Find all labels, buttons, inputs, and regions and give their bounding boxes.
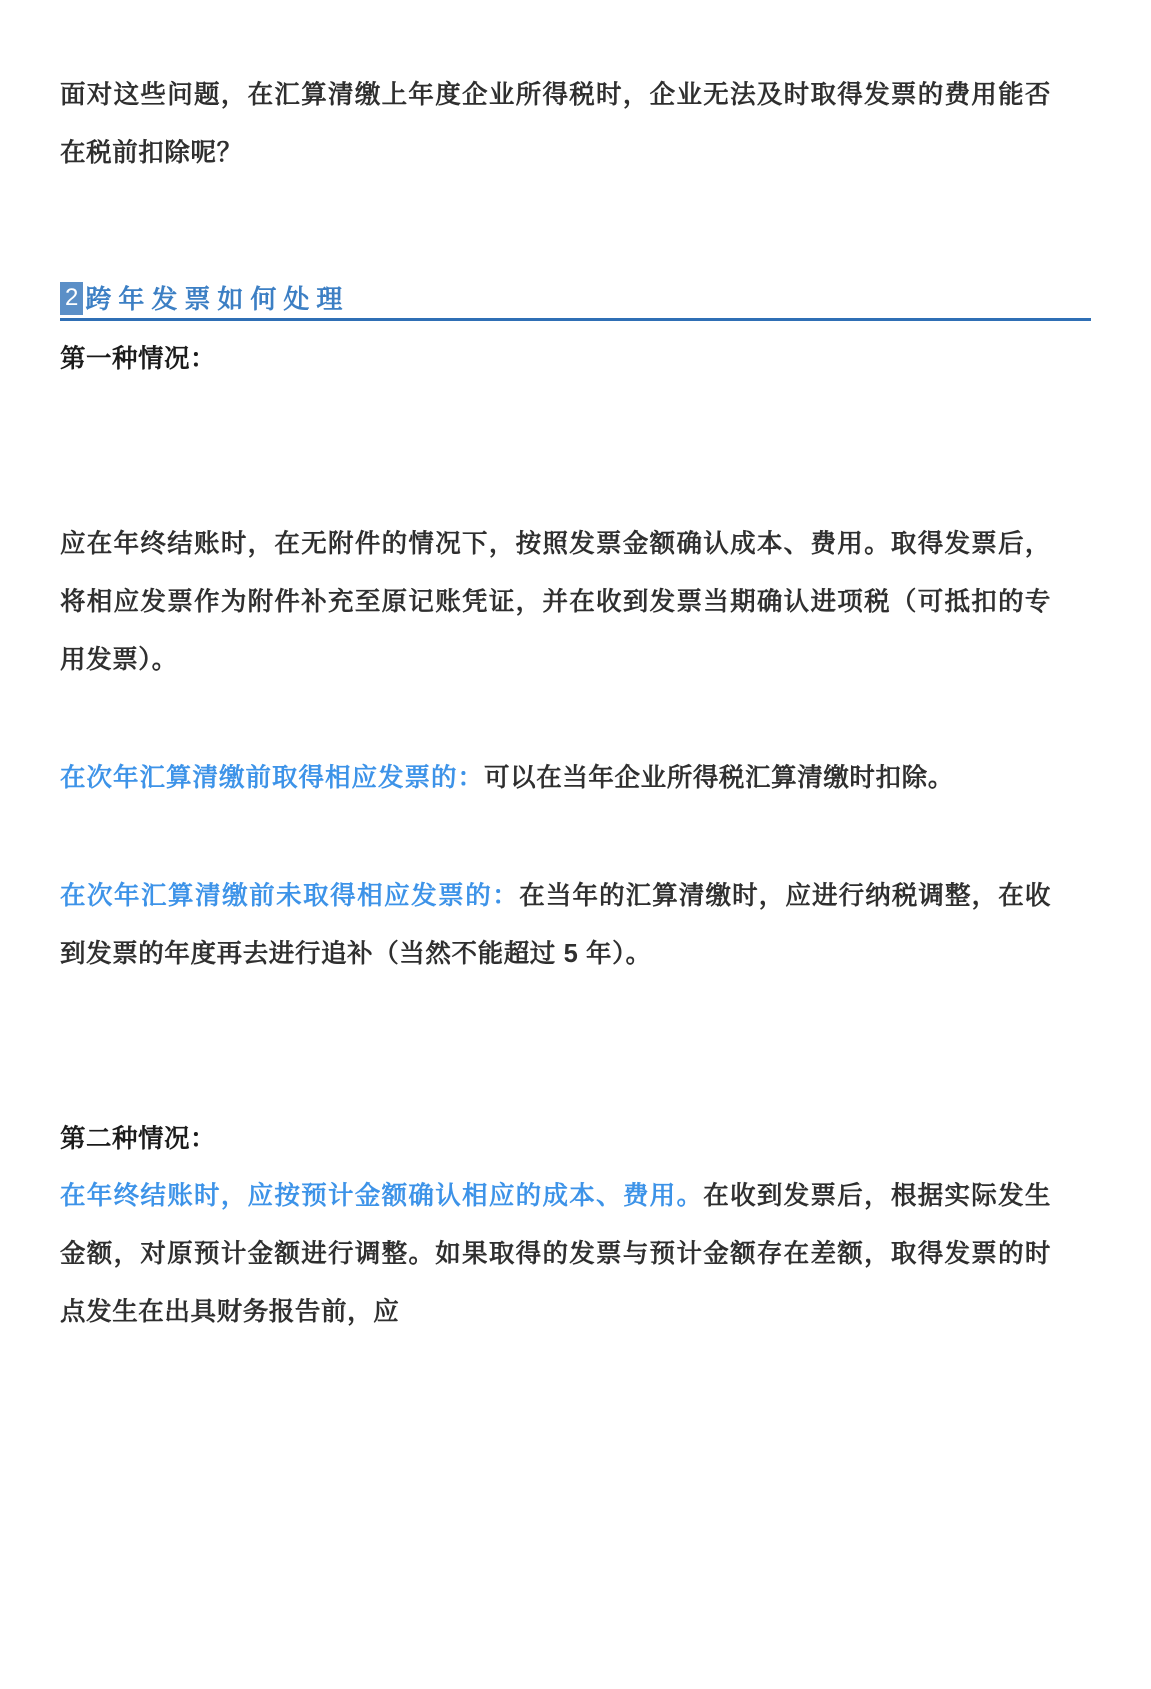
section-number-badge: 2 — [60, 282, 83, 315]
case-one-paragraph-1: 应在年终结账时，在无附件的情况下，按照发票金额确认成本、费用。取得发票后，将相应发票作为附件补充至原记账凭证，并在收到发票当期确认进项税（可抵扣的专用发票）。 — [60, 530, 1051, 674]
section-heading — [60, 282, 1051, 321]
case-one-rule-1-highlight: 在次年汇算清缴前取得相应发票的： — [60, 764, 485, 792]
section-title: 跨年发票如何处理 — [85, 284, 350, 314]
spacer — [60, 387, 1051, 515]
section-divider — [60, 318, 1091, 321]
spacer — [60, 807, 1051, 867]
spacer — [60, 983, 1051, 1111]
case-one-label: 第一种情况： — [60, 345, 217, 373]
spacer — [60, 689, 1051, 749]
case-one-rule-1-body: 可以在当年企业所得税汇算清缴时扣除。 — [484, 764, 954, 792]
case-one-rule-2 — [60, 867, 1051, 983]
case-one-rule-2-body: 在当年的汇算清缴时，应进行纳税调整，在收到发票的年度再去进行追补（当然不能超过 5 年）。 — [60, 882, 1051, 968]
case-two-body: 在收到发票后，根据实际发生金额，对原预计金额进行调整。如果取得的发票与预计金额存在差额，取得发票的时点发生在出具财务报告前，应 — [60, 1182, 1051, 1326]
case-two-label: 第二种情况： — [60, 1125, 217, 1153]
case-two-highlight: 在年终结账时，应按预计金额确认相应的成本、费用。 — [60, 1182, 704, 1210]
case-one-rule-2-highlight: 在次年汇算清缴前未取得相应发票的： — [60, 882, 520, 910]
case-two-paragraph — [60, 1167, 1051, 1341]
intro-paragraph: 面对这些问题，在汇算清缴上年度企业所得税时，企业无法及时取得发票的费用能否在税前扣除呢？ — [60, 81, 1051, 167]
case-one-rule-1 — [60, 749, 1051, 807]
